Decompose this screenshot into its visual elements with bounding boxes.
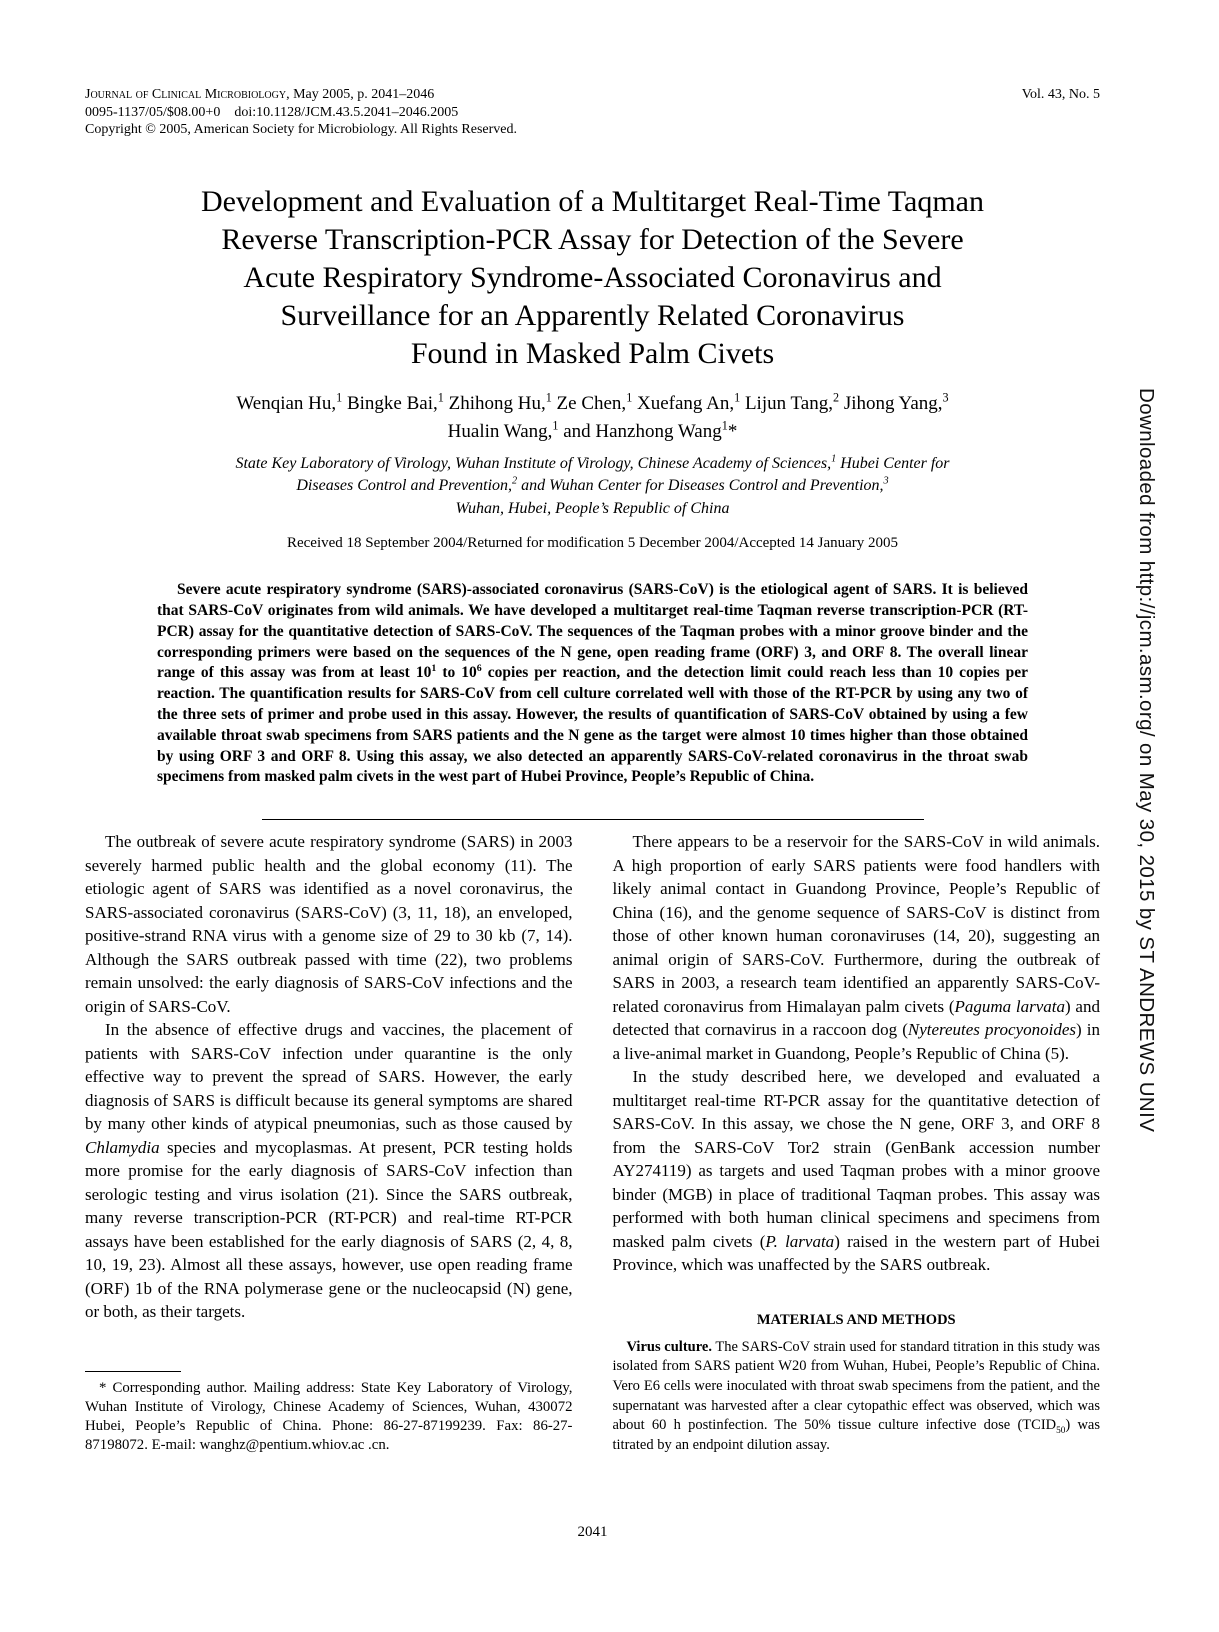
affiliation-line-1 bbox=[85, 453, 1100, 476]
text-segment: ) raised in the western part of Hubei Province, which was unaffected by the SARS outbreak. bbox=[612, 1231, 1100, 1275]
doi-text: doi:10.1128/JCM.43.5.2041–2046.2005 bbox=[234, 104, 459, 120]
text-segment: Jihong Yang, bbox=[839, 392, 943, 414]
title-line: Development and Evaluation of a Multitarget Real-Time Taqman bbox=[200, 184, 984, 218]
text-segment: copies per reaction, and the detection limit could reach less than 10 copies per reaction. The quantification results for SARS-CoV from cell culture correlated well with those of the RT-PCR by using any two of the three sets of primer and probe used in this assay. However, the results of quantification of SARS-CoV obtained by using a few available throat swab specimens from SARS patients and the N gene as the target were almost 10 times higher than those obtained by using ORF 3 and ORF 8. Using this assay, we also detected an apparently SARS-CoV-related coronavirus in the throat swab specimens from masked palm civets in the west part of Hubei Province, People’s Republic of China. bbox=[157, 664, 1029, 786]
affiliation-line-3: Wuhan, Hubei, People’s Republic of China bbox=[455, 499, 730, 517]
text-segment: species and mycoplasmas. At present, PCR testing holds more promise for the early diagnosis of SARS-CoV infection than serologic testing and virus isolation (21). Since the SARS outbreak, many reverse transcription-PCR (RT-PCR) and real-time RT-PCR assays have been established for the early diagnosis of SARS (2, 4, 8, 10, 19, 23). Almost all these assays, however, use open reading frame (ORF) 1b of the RNA polymerase gene or the nucleocapsid (N) gene, or both, as their targets. bbox=[85, 1137, 573, 1322]
two-column-body bbox=[85, 830, 1100, 1455]
intro-paragraph-3 bbox=[613, 830, 1101, 1065]
received-line: Received 18 September 2004/Returned for modification 5 December 2004/Accepted 14 January 2005 bbox=[286, 535, 899, 552]
corresponding-author-footnote: * Corresponding author. Mailing address: State Key Laboratory of Virology, Wuhan Institute of Virology, Chinese Academy of Sciences, Wuhan, 430072 Hubei, People’s Republic of China. Phone: 86-27-87199239. Fax: 86-27-87198072. E-mail: wanghz@pentium.whiov.ac .cn. bbox=[85, 1379, 573, 1454]
text-segment: The SARS-CoV strain used for standard titration in this study was isolated from SARS patient W20 from Wuhan, Hubei, People’s Republic of China. Vero E6 cells were inoculated with throat swab specimens from the patient, and the supernatant was harvested after a clear cytopathic effect was observed, which was about 60 h postinfection. The 50% tissue culture infective dose (TCID bbox=[612, 1338, 1100, 1434]
page-header bbox=[85, 86, 1100, 139]
intro-paragraph-1: The outbreak of severe acute respiratory syndrome (SARS) in 2003 severely harmed public health and the global economy (11). The etiologic agent of SARS was identified as a novel coronavirus, the SARS-associated coronavirus (SARS-CoV) (3, 11, 18), an enveloped, positive-strand RNA virus with a genome size of 29 to 30 kb (7, 14). Although the SARS outbreak passed with time (22), two problems remain unsolved: the early diagnosis of SARS-CoV infections and the origin of SARS-CoV. bbox=[85, 832, 573, 1016]
volume-line: Vol. 43, No. 5 bbox=[1021, 87, 1100, 102]
text-segment: 2 bbox=[512, 475, 518, 487]
title-line: Found in Masked Palm Civets bbox=[410, 336, 775, 370]
authors-line-2 bbox=[85, 418, 1100, 446]
materials-and-methods-section bbox=[613, 1311, 1101, 1456]
text-segment: Bingke Bai, bbox=[342, 392, 438, 414]
section-heading: MATERIALS AND METHODS bbox=[756, 1311, 956, 1328]
title-line: Acute Respiratory Syndrome-Associated Coronavirus and bbox=[243, 260, 942, 294]
footnote-block bbox=[85, 1357, 573, 1456]
text-segment: Journal of Clinical Microbiology bbox=[85, 87, 287, 102]
text-segment: State Key Laboratory of Virology, Wuhan Institute of Virology, Chinese Academy of Sciences, bbox=[235, 454, 832, 472]
text-segment: 2 bbox=[832, 390, 840, 405]
text-segment: Virus culture. bbox=[626, 1338, 712, 1355]
text-segment: Severe acute respiratory syndrome (SARS)-associated coronavirus (SARS-CoV) is the etiological agent of SARS. It is believed that SARS-CoV originates from wild animals. We have developed a multitarget real-time Taqman reverse transcription-PCR (RT-PCR) assay for the quantitative detection of SARS-CoV. The sequences of the Taqman probes with a minor groove binder and the corresponding primers were based on the sequences of the N gene, open reading frame (ORF) 3, and ORF 8. The overall linear range of this assay was from at least 10 bbox=[157, 581, 1028, 682]
affiliation-line-2 bbox=[85, 475, 1100, 498]
abstract-divider bbox=[262, 819, 924, 820]
text-segment: 1 bbox=[734, 390, 741, 405]
title-line: Reverse Transcription-PCR Assay for Detection of the Severe bbox=[221, 222, 964, 256]
download-watermark: Downloaded from http://jcm.asm.org/ on May 30, 2015 by ST ANDREWS UNIV bbox=[1135, 388, 1158, 1133]
text-segment: * bbox=[727, 420, 738, 442]
methods-paragraph-1 bbox=[613, 1338, 1101, 1456]
text-segment: Hualin Wang, bbox=[447, 420, 553, 442]
text-segment: ) was titrated by an endpoint dilution assay. bbox=[612, 1417, 1100, 1453]
header-left bbox=[85, 86, 517, 139]
text-segment: 1 bbox=[431, 663, 437, 675]
copyright-line: Copyright © 2005, American Society for Microbiology. All Rights Reserved. bbox=[85, 122, 518, 138]
text-segment: ) in a live-animal market in Guandong, People’s Republic of China (5). bbox=[612, 1020, 1100, 1063]
article-title bbox=[85, 183, 1100, 373]
author-list bbox=[85, 390, 1100, 446]
text-segment: 50 bbox=[1056, 1426, 1066, 1437]
text-segment: 1 bbox=[626, 390, 633, 405]
issn-doi-line bbox=[85, 104, 517, 122]
text-segment: In the absence of effective drugs and vaccines, the placement of patients with SARS-CoV infection under quarantine is the only effective way to prevent the spread of SARS. However, the early diagnosis of SARS is difficult because its general symptoms are shared by many other kinds of atypical pneumonias, such as those caused by bbox=[85, 1020, 573, 1134]
left-column bbox=[85, 830, 573, 1455]
text-segment: 1 bbox=[721, 418, 728, 433]
right-column bbox=[613, 830, 1101, 1455]
text-segment: 1 bbox=[336, 390, 343, 405]
text-segment: P. larvata bbox=[765, 1231, 835, 1251]
text-segment: 3 bbox=[942, 390, 949, 405]
text-segment: Xuefang An, bbox=[632, 392, 735, 414]
text-segment: and Wuhan Center for Diseases Control and Prevention, bbox=[517, 477, 884, 495]
text-segment: 1 bbox=[437, 390, 444, 405]
text-segment: Wenqian Hu, bbox=[236, 392, 337, 414]
footnote-rule bbox=[85, 1371, 181, 1372]
page-number: 2041 bbox=[577, 1524, 608, 1540]
issn-text: 0095-1137/05/$08.00+0 bbox=[85, 104, 221, 120]
text-segment: 1 bbox=[552, 418, 559, 433]
text-segment: 1 bbox=[545, 390, 552, 405]
journal-line bbox=[85, 86, 517, 104]
text-segment: , May 2005, p. 2041–2046 bbox=[286, 87, 435, 102]
text-segment: 3 bbox=[883, 475, 889, 487]
abstract bbox=[157, 580, 1028, 788]
text-segment: and Hanzhong Wang bbox=[558, 420, 722, 442]
intro-paragraph-2 bbox=[85, 1018, 573, 1324]
text-segment: 6 bbox=[476, 663, 482, 675]
intro-paragraph-4 bbox=[613, 1065, 1101, 1277]
authors-line-1 bbox=[85, 390, 1100, 418]
text-segment: Hubei Center for bbox=[836, 454, 950, 472]
title-line: Surveillance for an Apparently Related Coronavirus bbox=[280, 298, 905, 332]
text-segment: Diseases Control and Prevention, bbox=[296, 477, 513, 495]
text-segment: ) and detected that cornavirus in a raccoon dog ( bbox=[612, 996, 1100, 1040]
affiliations bbox=[85, 453, 1100, 521]
text-segment: to 10 bbox=[436, 664, 477, 682]
text-segment: Chlamydia bbox=[85, 1137, 160, 1157]
text-segment: Paguma larvata bbox=[954, 996, 1066, 1016]
text-segment: In the study described here, we developed and evaluated a multitarget real-time RT-PCR assay for the quantitative detection of SARS-CoV. In this assay, we chose the N gene, ORF 3, and ORF 8 from the SARS-CoV Tor2 strain (GenBank accession number AY274119) as targets and used Taqman probes with a minor groove binder (MGB) in place of traditional Taqman probes. This assay was performed with both human clinical specimens and specimens from masked palm civets ( bbox=[612, 1067, 1100, 1251]
text-segment: Nytereutes procyonoides bbox=[907, 1020, 1076, 1040]
text-segment: Ze Chen, bbox=[551, 392, 627, 414]
text-segment: There appears to be a reservoir for the SARS-CoV in wild animals. A high proportion of early SARS patients were food handlers with likely animal contact in Guandong Province, People’s Republic of China (16), and the genome sequence of SARS-CoV is distinct from those of other known human coronaviruses (14, 20), suggesting an animal origin of SARS-CoV. Furthermore, during the outbreak of SARS in 2003, a research team identified an apparently SARS-CoV-related coronavirus from Himalayan palm civets ( bbox=[612, 832, 1100, 1016]
text-segment: Zhihong Hu, bbox=[443, 392, 546, 414]
text-segment: 1 bbox=[831, 453, 837, 465]
text-segment: Lijun Tang, bbox=[740, 392, 833, 414]
